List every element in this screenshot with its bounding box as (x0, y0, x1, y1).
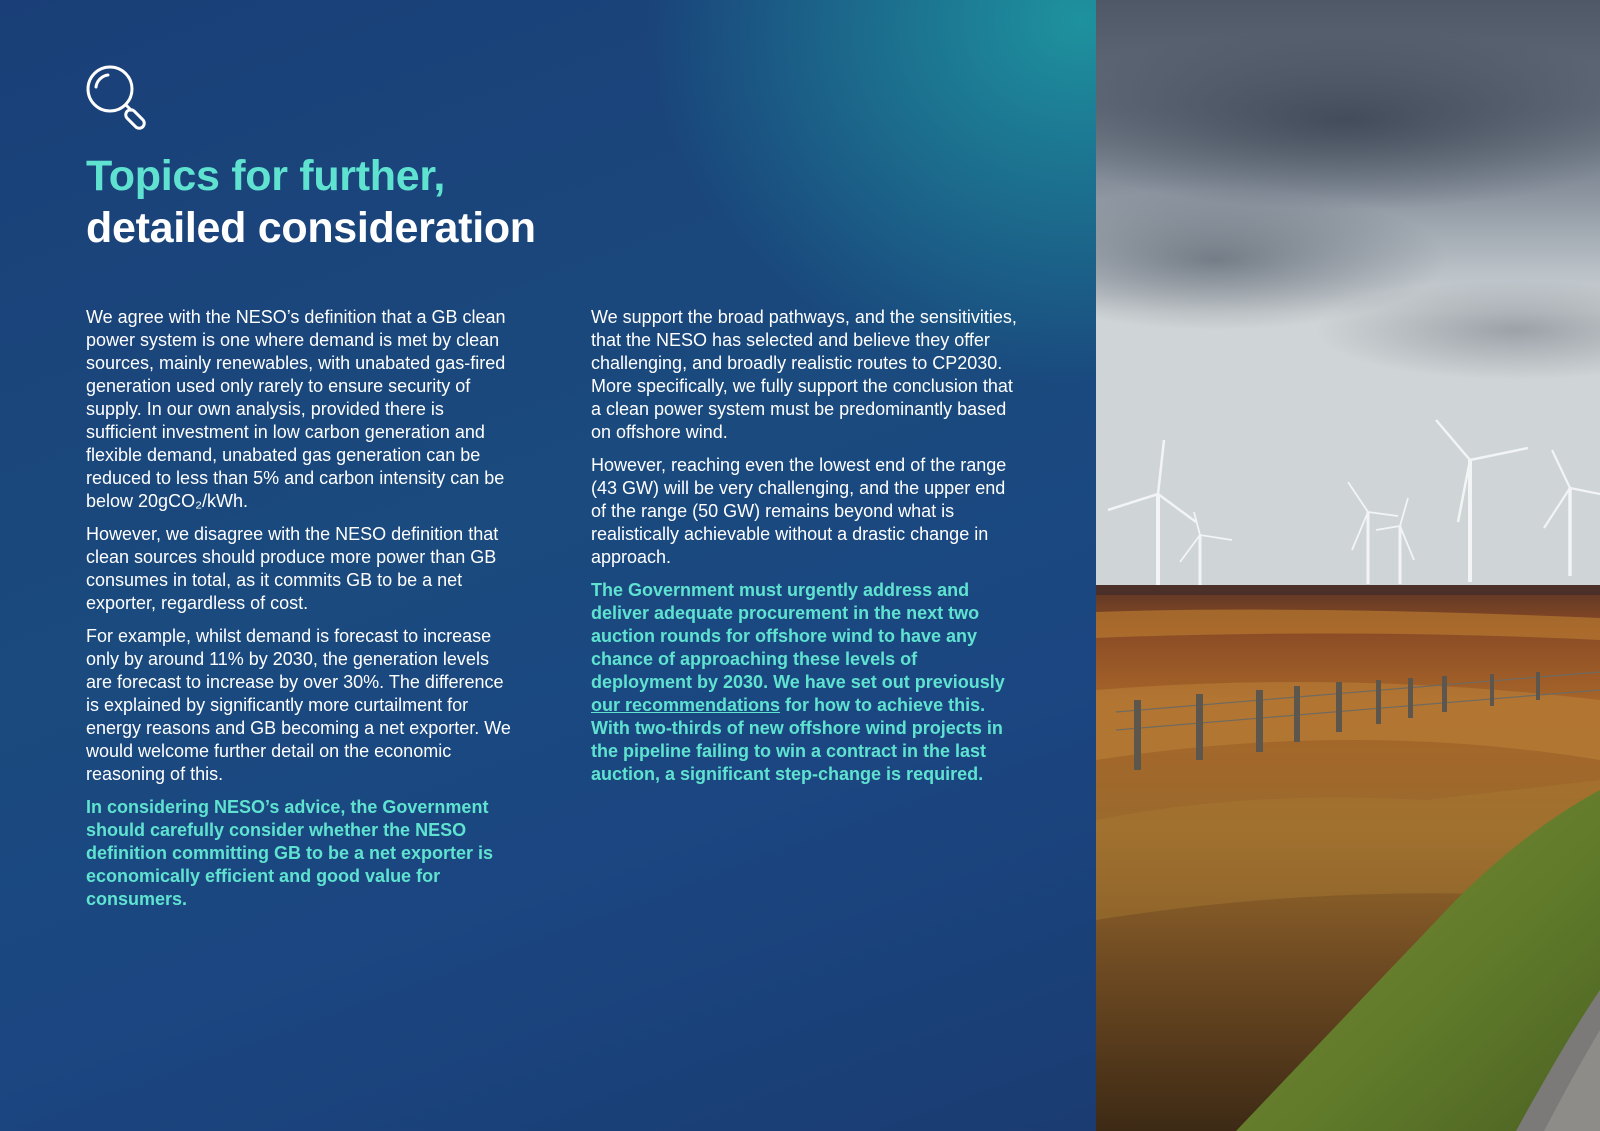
wind-farm-illustration (1096, 0, 1600, 1131)
right-paragraph-1: We support the broad pathways, and the sensitivities, that the NESO has selected and believe they offer challenging, and broadly realistic routes to CP2030. More specifically, we fully support the conclusion that a clean power system must be predominantly based on offshore wind. (591, 307, 1017, 442)
left-paragraph-1: We agree with the NESO’s definition that a GB clean power system is one where demand is met by clean sources, mainly renewables, with unabated gas-fired generation used only rarely to ensure security of supply. In our own analysis, provided there is sufficient investment in low carbon generation and flexible demand, unabated gas generation can be reduced to less than 5% and carbon intensity can be below 20gCO₂/kWh. (86, 307, 506, 511)
highlight-text-after-link: for how to achieve this. With two-thirds of new offshore wind projects in the pipeline failing to win a contract in the last auction, a significant step-change is required. (591, 695, 1003, 784)
recommendations-link[interactable]: our recommendations (591, 695, 781, 715)
highlight-text-before-link: The Government must urgently address and deliver adequate procurement in the next two auction rounds for offshore wind to have any chance of approaching these levels of deployment by 2030. We have set out previously (591, 580, 1005, 692)
right-text-column (591, 306, 1021, 796)
left-paragraph-2: However, we disagree with the NESO definition that clean sources should produce more power than GB consumes in total, as it commits GB to be a net exporter, regardless of cost. (86, 524, 499, 613)
right-paragraph-2: However, reaching even the lowest end of the range (43 GW) will be very challenging, and the upper end of the range (50 GW) remains beyond what is realistically achievable without a drastic change in approach. (591, 455, 1007, 567)
left-highlight-paragraph: In considering NESO’s advice, the Government should carefully consider whether the NESO definition committing GB to be a net exporter is economically efficient and good value for consumers. (86, 797, 494, 909)
title-line-2: detailed consideration (86, 204, 536, 252)
left-text-column (86, 306, 516, 921)
wind-farm-photo (1096, 0, 1600, 1131)
right-highlight-paragraph (591, 579, 1021, 786)
title-line-1: Topics for further, (86, 152, 446, 200)
left-paragraph-3: For example, whilst demand is forecast to increase only by around 11% by 2030, the generation levels are forecast to increase by over 30%. The difference is explained by significantly more curtailment for energy reasons and GB becoming a net exporter. We would welcome further detail on the economic reasoning of this. (86, 626, 511, 784)
search-icon (84, 63, 152, 131)
page-title (86, 150, 536, 254)
